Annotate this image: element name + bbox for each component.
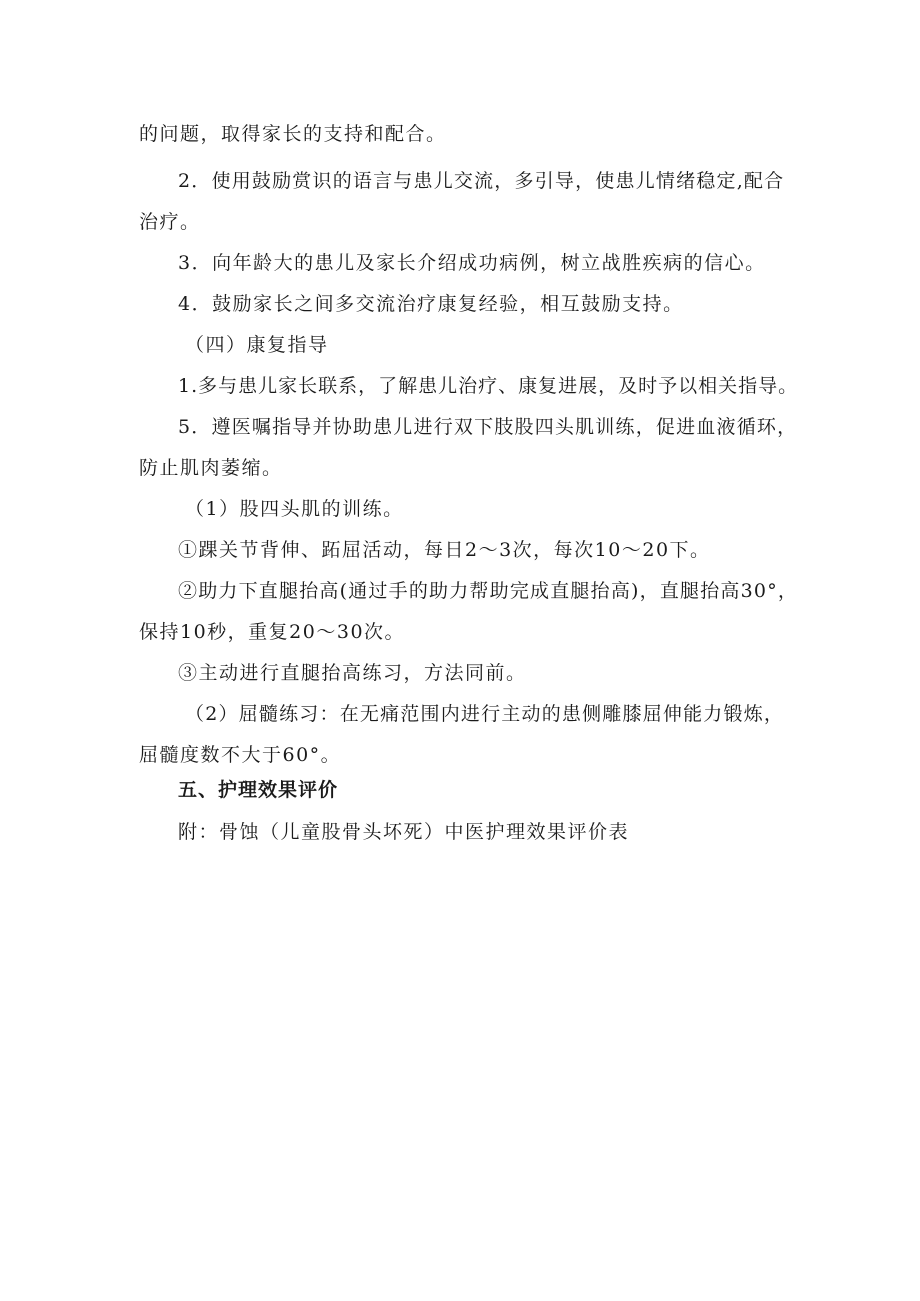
paragraph-line: （2）屈髓练习：在无痛范围内进行主动的患侧雕膝屈伸能力锻炼， bbox=[185, 703, 785, 725]
paragraph-line: ②助力下直腿抬高(通过手的助力帮助完成直腿抬高)，直腿抬高30°， bbox=[178, 580, 799, 602]
paragraph-line: ①踝关节背伸、跖屈活动，每日2～3次，每次10～20下。 bbox=[178, 539, 711, 561]
appendix-line: 附：骨蚀（儿童股骨头坏死）中医护理效果评价表 bbox=[178, 821, 630, 843]
paragraph-line: 4．鼓励家长之间多交流治疗康复经验，相互鼓励支持。 bbox=[178, 293, 684, 315]
section-title: 五、护理效果评价 bbox=[178, 779, 339, 801]
paragraph-line: 保持10秒，重复20～30次。 bbox=[139, 621, 406, 643]
paragraph-line: 2．使用鼓励赏识的语言与患儿交流，多引导，使患儿情绪稳定,配合 bbox=[178, 170, 785, 192]
paragraph-line: 1.多与患儿家长联系，了解患儿治疗、康复进展，及时予以相关指导。 bbox=[178, 375, 799, 397]
paragraph-line: ③主动进行直腿抬高练习，方法同前。 bbox=[178, 662, 527, 684]
paragraph-line: 3．向年龄大的患儿及家长介绍成功病例，树立战胜疾病的信心。 bbox=[178, 252, 766, 274]
paragraph-line: 的问题，取得家长的支持和配合。 bbox=[139, 123, 447, 145]
paragraph-line: 屈髓度数不大于60°。 bbox=[139, 744, 342, 766]
paragraph-line: 防止肌肉萎缩。 bbox=[139, 457, 283, 479]
paragraph-line: 5．遵医嘱指导并协助患儿进行双下肢股四头肌训练，促进血液循环， bbox=[178, 416, 798, 438]
subheading: （1）股四头肌的训练。 bbox=[185, 498, 404, 520]
section-heading: （四）康复指导 bbox=[185, 334, 329, 356]
paragraph-line: 治疗。 bbox=[139, 211, 201, 233]
